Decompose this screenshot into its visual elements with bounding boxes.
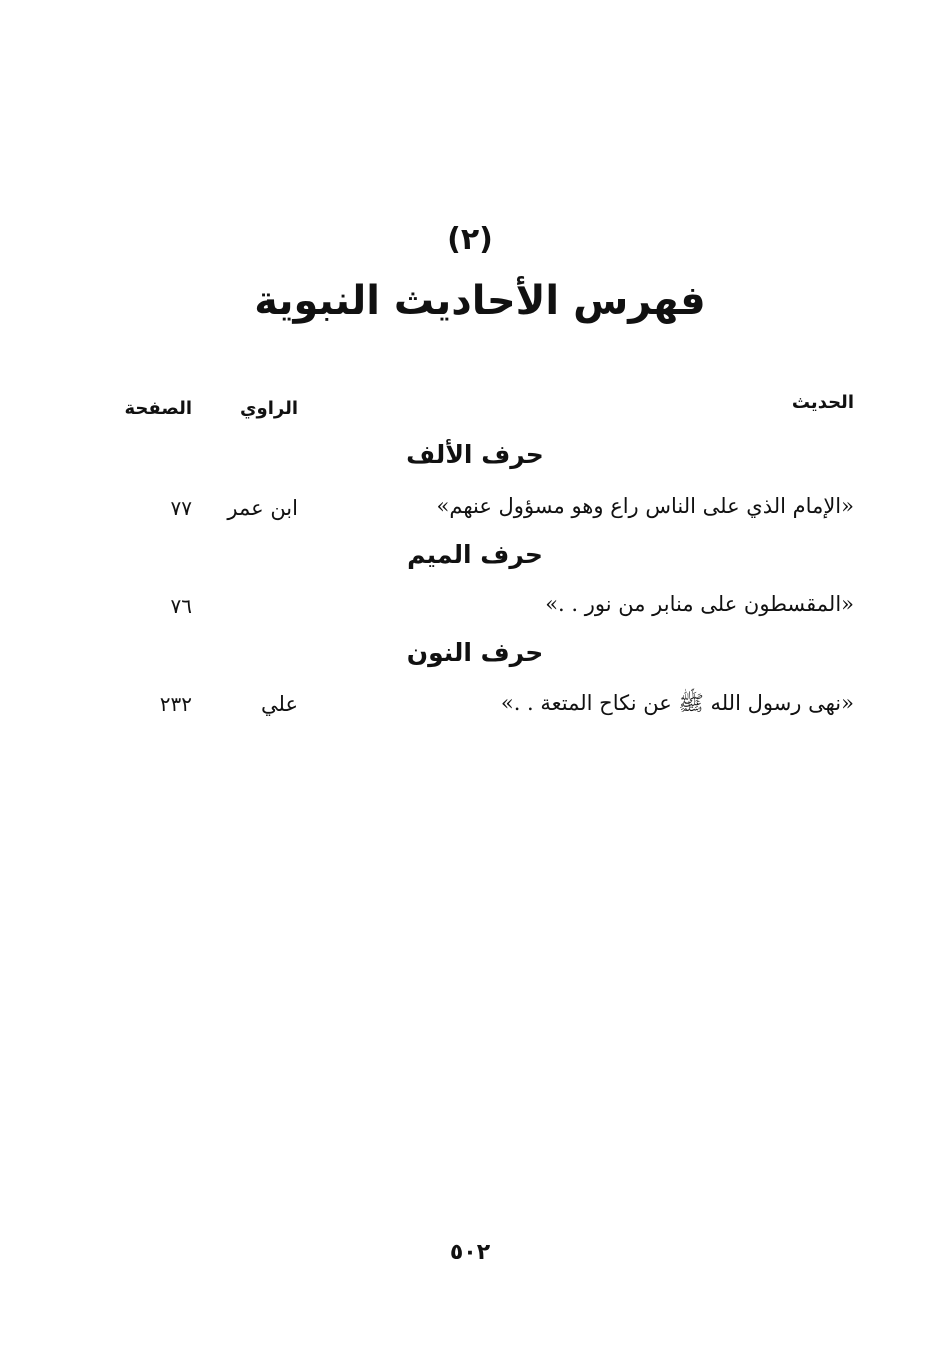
column-header-hadith: الحديث bbox=[791, 392, 854, 413]
column-header-page: الصفحة bbox=[124, 398, 192, 419]
entry-narrator: علي bbox=[261, 692, 298, 716]
letter-heading-noon: حرف النون bbox=[406, 638, 544, 667]
index-entry bbox=[0, 592, 940, 626]
letter-heading-alif: حرف الألف bbox=[406, 440, 544, 469]
entry-page-number: ٧٦ bbox=[170, 594, 192, 618]
column-header-narrator: الراوي bbox=[240, 398, 298, 419]
entry-narrator: ابن عمر bbox=[227, 496, 298, 520]
entry-hadith-text: «الإمام الذي على الناس راع وهو مسؤول عنهم» bbox=[436, 494, 854, 518]
index-entry bbox=[0, 494, 940, 528]
entry-hadith-text: «نهى رسول الله ﷺ عن نكاح المتعة . .» bbox=[500, 691, 854, 715]
column-header-row bbox=[0, 392, 940, 426]
footer-page-number: ٥٠٢ bbox=[449, 1240, 491, 1265]
letter-heading-meem: حرف الميم bbox=[407, 540, 543, 569]
entry-hadith-text: «المقسطون على منابر من نور . .» bbox=[545, 592, 854, 616]
entry-page-number: ٧٧ bbox=[170, 496, 192, 520]
index-entry bbox=[0, 690, 940, 724]
entry-page-number: ٢٣٢ bbox=[159, 692, 192, 716]
page-title: فهرس الأحاديث النبوية bbox=[254, 278, 706, 324]
section-number: (٢) bbox=[447, 222, 493, 257]
